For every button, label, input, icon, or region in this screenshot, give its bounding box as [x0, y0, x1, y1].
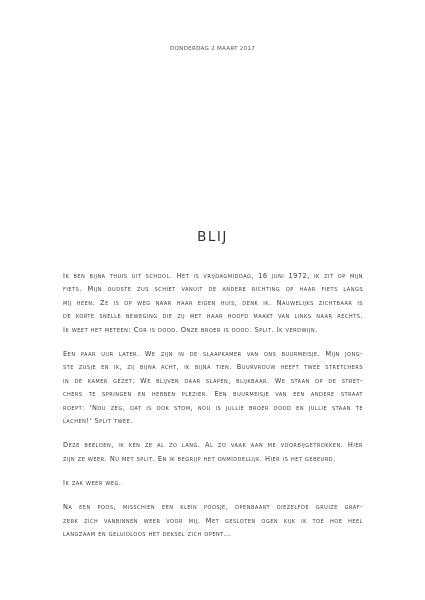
- text-line: roept: 'Nou zeg, dat is ook stom, nou is jullie broer dood en jullie staan te: [63, 403, 363, 412]
- article-body: [63, 270, 363, 553]
- text-line: Ik weet het meteen: Cor is dood. Onze broer is dood. Split. Ik verdwijn.: [63, 325, 318, 334]
- text-line: Na een poos, misschien een klein poosje, openbaart diezelfde gruize graf-: [63, 503, 363, 512]
- paragraph-5: [63, 501, 363, 541]
- paragraph-2: [63, 348, 363, 428]
- text-line: Ik zak weer weg.: [63, 479, 122, 488]
- paragraph-4: [63, 477, 363, 490]
- text-line: chers te springen en hebben plezier. Een buurmeisje van een andere straat: [63, 390, 363, 399]
- text-line: lachen!' Split twee.: [63, 416, 133, 425]
- text-line: fiets. Mijn oudste zus schiet vanuit de andere richting op haar fiets langs: [63, 285, 363, 294]
- paragraph-3: [63, 439, 363, 466]
- text-line: Ik ben bijna thuis uit school. Het is vrijdagmiddag, 16 juni 1972, ik zit op mijn: [63, 272, 363, 280]
- text-line: langzaam en geluidloos het deksel zich opent…: [63, 530, 231, 539]
- paragraph-1: [63, 270, 363, 337]
- text-line: de korte snelle beweging die zij met haar hoofd maakt van links naar rechts.: [63, 312, 363, 321]
- text-line: zijn ze weer. Nu met split. En ik begrijp het onmiddellijk. Hier is het gebeurd.: [63, 454, 336, 463]
- page-title: BLIJ: [197, 229, 228, 245]
- page-date: DONDERDAG 2 MAART 2017: [169, 46, 256, 52]
- text-line: ste zusje en ik, zij bijna acht, ik bijna tien. Buurvrouw heeft twee stretchers: [63, 363, 363, 372]
- text-line: Een paar uur later. We zijn in de slaapkamer van ons buurmeisje. Mijn jong-: [63, 349, 363, 358]
- text-line: in de kamer gezet. We blijven daar slapen, blijkbaar. We staan op de stret-: [63, 376, 363, 385]
- text-line: Deze beelden, ik ken ze al zo lang. Al zo vaak aan me voorbijgetrokken. Hier: [63, 441, 363, 450]
- text-line: zerk zich vanbinnen weer voor mij. Met gesloten ogen kijk ik toe hoe heel: [63, 516, 363, 525]
- text-line: mij heen. Ze is op weg naar haar eigen huis, denk ik. Nauwelijks zichtbaar is: [63, 298, 363, 307]
